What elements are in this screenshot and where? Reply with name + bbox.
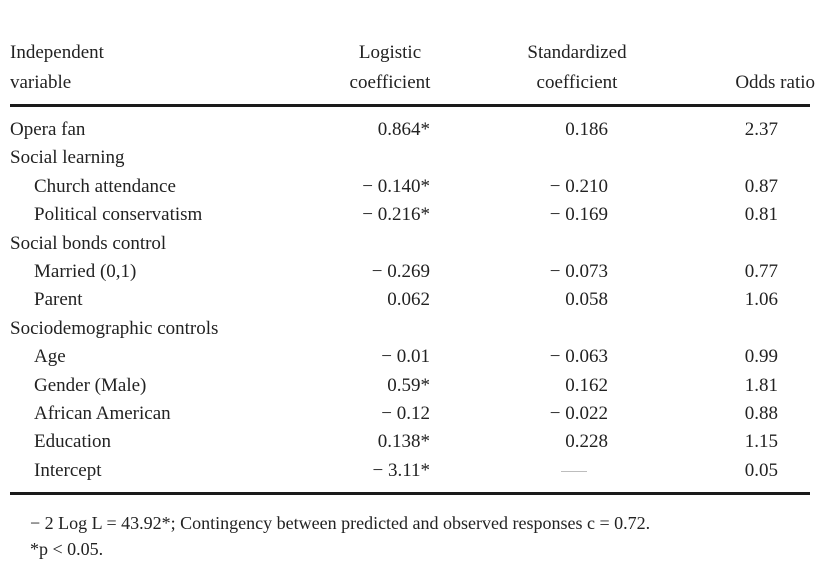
cell-logistic-coefficient: − 0.269: [371, 260, 430, 282]
row-label: African American: [34, 402, 171, 424]
table-row: [0, 400, 820, 428]
header-logistic-line1: Logistic: [358, 42, 422, 63]
cell-odds-ratio: 0.77: [744, 260, 778, 282]
cell-standardized-coefficient: 0.186: [565, 119, 608, 140]
footnote-significance: *p < 0.05.: [30, 539, 104, 559]
cell-standardized-coefficient: − 0.169: [549, 204, 608, 226]
table-top-rule: [10, 104, 810, 107]
cell-logistic-coefficient: − 3.11*: [372, 459, 430, 481]
cell-standardized-coefficient: − 0.063: [549, 346, 608, 368]
header-variable-line2: variable: [10, 72, 72, 93]
table-row: [0, 173, 820, 201]
row-label: Married (0,1): [34, 260, 137, 282]
cell-odds-ratio: 0.99: [744, 346, 778, 368]
cell-standardized-coefficient: − 0.073: [549, 260, 608, 282]
cell-logistic-coefficient: − 0.12: [381, 402, 430, 424]
footnote-log-likelihood: − 2 Log L = 43.92*; Contingency between predicted and observed responses c = 0.72.: [30, 513, 651, 533]
cell-standardized-coefficient: − 0.210: [549, 175, 608, 197]
cell-odds-ratio: 1.15: [744, 431, 778, 453]
cell-odds-ratio: 0.87: [744, 175, 778, 197]
cell-logistic-coefficient: 0.138*: [377, 431, 430, 453]
table-body: [0, 116, 820, 485]
table-row: [0, 144, 820, 172]
row-label: Political conservatism: [34, 204, 203, 226]
cell-standardized-coefficient: − 0.022: [549, 402, 608, 424]
header-standardized-line1: Standardized: [527, 42, 627, 63]
row-label: Sociodemographic controls: [10, 317, 219, 339]
table-row: [0, 372, 820, 400]
row-label: Intercept: [34, 459, 102, 481]
header-standardized-coefficient: [500, 38, 654, 98]
table-row: [0, 286, 820, 314]
cell-logistic-coefficient: 0.864*: [377, 119, 430, 140]
cell-odds-ratio: 2.37: [744, 119, 778, 140]
table-row: [0, 428, 820, 456]
cell-standardized-empty-dash: [561, 471, 587, 472]
table-row: [0, 258, 820, 286]
row-label: Age: [34, 346, 66, 368]
table-row: [0, 116, 820, 144]
table-row: [0, 201, 820, 229]
row-label: Parent: [34, 289, 83, 311]
row-label: Social learning: [10, 147, 125, 169]
cell-odds-ratio: 1.06: [744, 289, 778, 311]
row-label: Church attendance: [34, 175, 176, 197]
table-row: [0, 343, 820, 371]
cell-logistic-coefficient: − 0.140*: [362, 175, 430, 197]
row-label: Education: [34, 431, 112, 453]
cell-logistic-coefficient: 0.062: [387, 289, 430, 311]
cell-odds-ratio: 0.81: [744, 204, 778, 226]
header-logistic-coefficient: [323, 38, 457, 98]
table-row: [0, 457, 820, 485]
cell-logistic-coefficient: 0.59*: [387, 374, 430, 396]
cell-odds-ratio: 0.88: [744, 402, 778, 424]
header-logistic-line2: coefficient: [349, 72, 431, 93]
table-row: [0, 230, 820, 258]
cell-odds-ratio: 0.05: [744, 459, 778, 481]
row-label: Social bonds control: [10, 232, 167, 254]
cell-standardized-coefficient: 0.162: [565, 374, 608, 396]
header-variable-line1: Independent: [10, 42, 104, 63]
row-label: Gender (Male): [34, 374, 147, 396]
row-label: Opera fan: [10, 119, 86, 140]
table-bottom-rule: [10, 492, 810, 495]
header-independent-variable: [10, 38, 230, 98]
header-standardized-line2: coefficient: [536, 72, 618, 93]
table-row: [0, 315, 820, 343]
header-odds-ratio: Odds ratio: [735, 72, 815, 93]
cell-standardized-coefficient: 0.228: [565, 431, 608, 453]
cell-odds-ratio: 1.81: [744, 374, 778, 396]
cell-standardized-coefficient: 0.058: [565, 289, 608, 311]
cell-logistic-coefficient: − 0.216*: [362, 204, 430, 226]
cell-logistic-coefficient: − 0.01: [381, 346, 430, 368]
